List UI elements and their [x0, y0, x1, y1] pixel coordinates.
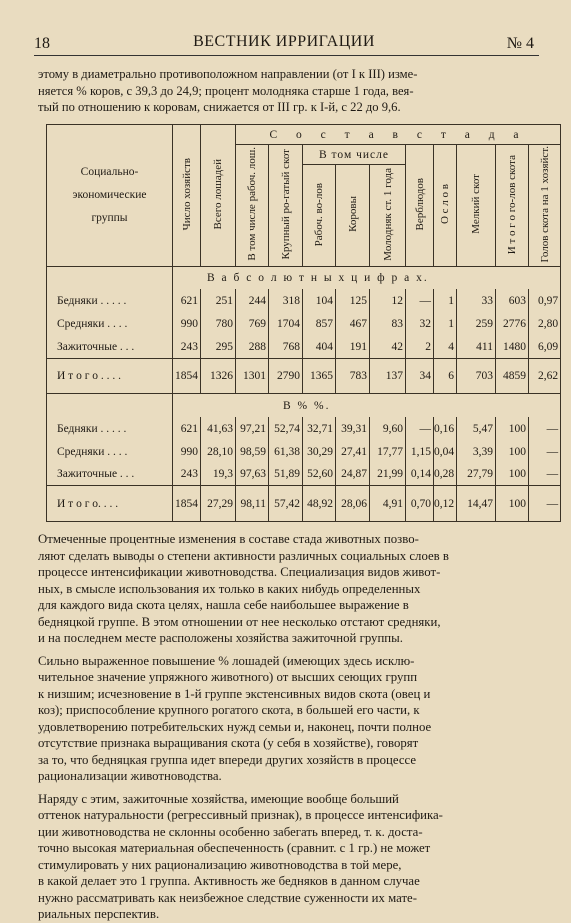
col-header-horses	[201, 125, 236, 267]
text-line: оттенок натуральности (регрессивный признак), в процессе интенсифика-	[38, 808, 443, 822]
table-cell: 244	[236, 289, 269, 312]
row-label: Зажиточные . . .	[47, 463, 173, 486]
table-row	[47, 312, 561, 335]
issue-number: № 4	[506, 35, 534, 52]
table-cell: —	[529, 486, 561, 522]
section-title-absolute: В а б с о л ю т н ы х ц и ф р а х.	[173, 267, 561, 290]
header-text: Число хозяйств	[180, 157, 193, 231]
table-cell: 6,09	[529, 335, 561, 358]
table-cell: 1301	[236, 358, 269, 393]
table-cell	[47, 394, 173, 417]
header-text: Крупный ро-гатый скот	[279, 148, 292, 260]
table-cell: 100	[496, 440, 529, 463]
table-cell: 0,12	[434, 486, 457, 522]
table-cell: 28,06	[336, 486, 370, 522]
text-line: этому в диаметрально противоположном направлении (от I к III) изме-	[38, 67, 418, 81]
table-cell: 621	[173, 417, 201, 440]
table-cell: 259	[457, 312, 496, 335]
section-row-absolute	[47, 267, 561, 290]
col-header-herd: С о с т а в с т а д а	[236, 125, 561, 145]
row-label: Зажиточные . . .	[47, 335, 173, 358]
table-cell: 990	[173, 312, 201, 335]
col-header-small	[457, 145, 496, 267]
table-cell: 52,60	[303, 463, 336, 486]
table-cell: 768	[269, 335, 303, 358]
table-cell: 48,92	[303, 486, 336, 522]
table-cell: 34	[406, 358, 434, 393]
table-cell: 990	[173, 440, 201, 463]
table-cell: 603	[496, 289, 529, 312]
table-cell: —	[529, 463, 561, 486]
text-line: Сильно выраженное повышение % лошадей (имеющих здесь исклю-	[38, 653, 415, 668]
col-header-of-which: В том числе	[303, 145, 406, 165]
table-cell: 52,74	[269, 417, 303, 440]
header-text: Коровы	[346, 196, 359, 233]
percent-total	[47, 486, 561, 522]
table-cell: 12	[370, 289, 406, 312]
table-cell: 0,28	[434, 463, 457, 486]
row-label: И т о г о. . . .	[47, 486, 173, 522]
table-cell: 1326	[201, 358, 236, 393]
table-row	[47, 463, 561, 486]
header-text: Мелкий скот	[470, 174, 482, 235]
row-label: Бедняки . . . . .	[47, 289, 173, 312]
table-cell: 24,87	[336, 463, 370, 486]
section-title-percent: В % %.	[173, 394, 561, 417]
text-line: чительное значение упряжного животного) от высших сеющих групп	[38, 670, 418, 684]
table-cell: 0,14	[406, 463, 434, 486]
table-cell: 2	[406, 335, 434, 358]
table-cell: 9,60	[370, 417, 406, 440]
percent-rows	[47, 417, 561, 486]
table-cell: 2,62	[529, 358, 561, 393]
table-cell: 33	[457, 289, 496, 312]
col-header-camels	[406, 145, 434, 267]
table-cell: 39,31	[336, 417, 370, 440]
text-line: Отмеченные процентные изменения в составе стада животных позво-	[38, 532, 419, 546]
table-cell: 2776	[496, 312, 529, 335]
row-label: Средняки . . . .	[47, 440, 173, 463]
text-line: няется % коров, с 39,3 до 24,9; процент молодняка старше 1 года, вея-	[38, 83, 414, 98]
table-cell: 5,47	[457, 417, 496, 440]
text-line: и на последнем месте расположены хозяйства зажиточной группы.	[38, 631, 403, 645]
table-cell: 98,59	[236, 440, 269, 463]
table-cell: 621	[173, 289, 201, 312]
col-header-total-herd	[496, 145, 529, 267]
table-cell: 21,99	[370, 463, 406, 486]
text-line: в какой делает это 1 группа. Активность же бедняков в данном случае	[38, 874, 420, 888]
text-line: для каждого вида скота целях, нашла себе наибольшее выражение в	[38, 598, 409, 612]
table-cell: 1854	[173, 358, 201, 393]
table-cell: 783	[336, 358, 370, 393]
table-cell: 4,91	[370, 486, 406, 522]
absolute-rows	[47, 289, 561, 358]
col-header-work-oxen	[303, 165, 336, 267]
col-header-cows	[336, 165, 370, 267]
row-label: И т о г о . . . .	[47, 358, 173, 393]
table-row	[47, 440, 561, 463]
table-cell: 83	[370, 312, 406, 335]
table-cell: 251	[201, 289, 236, 312]
table-cell: 32,71	[303, 417, 336, 440]
table-cell: 295	[201, 335, 236, 358]
text-line: за то, что бедняцкая группа идет впереди других хозяйств в процессе	[38, 752, 417, 767]
text-line: процессе интенсификации животноводства. Специализация видов живот-	[38, 565, 441, 579]
table-cell: 404	[303, 335, 336, 358]
table-cell: 288	[236, 335, 269, 358]
table-cell: —	[406, 289, 434, 312]
table-cell: 100	[496, 463, 529, 486]
header-rule	[34, 55, 539, 56]
table-cell: 3,39	[457, 440, 496, 463]
text-line: ляют сделать выводы о степени активности различных социальных слоев в	[38, 548, 449, 563]
table-cell: 191	[336, 335, 370, 358]
header-text: Верблюдов	[413, 177, 426, 231]
table-cell: 318	[269, 289, 303, 312]
text-line: удовлетворению потребительских нужд семьи и, наконец, почти полное	[38, 719, 432, 734]
text-line: коз); приспособление крупного рогатого скота, в большей его части, к	[38, 703, 420, 717]
header-line: экономические	[72, 189, 147, 202]
table-cell: 467	[336, 312, 370, 335]
table-cell: 14,47	[457, 486, 496, 522]
col-header-per-hh	[529, 145, 561, 267]
table-cell: 2,80	[529, 312, 561, 335]
col-header-work-horses	[236, 145, 269, 267]
table-row	[47, 289, 561, 312]
table-cell: —	[406, 417, 434, 440]
text-line: ных, в смысле использования их только в каких нибудь определенных	[38, 581, 421, 596]
table-cell: 769	[236, 312, 269, 335]
table-cell: 1,15	[406, 440, 434, 463]
text-line: ции животноводства не склонны особенно забегать вперед, т. к. доста-	[38, 824, 423, 839]
table-cell: —	[529, 417, 561, 440]
section-row-percent	[47, 394, 561, 417]
table-cell: 703	[457, 358, 496, 393]
table-cell: 27,41	[336, 440, 370, 463]
table-cell: 6	[434, 358, 457, 393]
total-row	[47, 486, 561, 522]
table-cell: 1704	[269, 312, 303, 335]
paragraph-2	[38, 653, 543, 785]
table-cell: 137	[370, 358, 406, 393]
header-text: Молодняк ст. 1 года	[381, 167, 394, 261]
table-cell: 243	[173, 335, 201, 358]
table-cell: 32	[406, 312, 434, 335]
table-cell: —	[529, 440, 561, 463]
header-text: Всего лошадей	[212, 158, 224, 230]
table-cell: 1480	[496, 335, 529, 358]
text-line: точно высокая материальная обеспеченность (сравнит. с 1 гр.) не может	[38, 841, 431, 855]
header-line: группы	[91, 212, 128, 225]
text-line: стимулировать у них рационализацию животноводства в той мере,	[38, 857, 402, 872]
table-cell: 100	[496, 417, 529, 440]
intro-text	[38, 66, 543, 116]
table-cell: 1365	[303, 358, 336, 393]
text-line: нужно рассматривать как неизбежное следствие суженности их мате-	[38, 890, 418, 905]
table-cell: 243	[173, 463, 201, 486]
table-cell: 61,38	[269, 440, 303, 463]
table-cell: 17,77	[370, 440, 406, 463]
journal-title: ВЕСТНИК ИРРИГАЦИИ	[193, 33, 375, 50]
table-cell: 0,16	[434, 417, 457, 440]
table-cell: 1854	[173, 486, 201, 522]
col-header-group	[47, 125, 173, 267]
table-cell	[47, 267, 173, 290]
table-cell: 97,21	[236, 417, 269, 440]
table-cell: 125	[336, 289, 370, 312]
text-line: отсутствие признака выращивания скота (у себя в хозяйстве), говорят	[38, 736, 419, 750]
table-cell: 51,89	[269, 463, 303, 486]
paragraph-3	[38, 791, 543, 923]
body-text	[38, 525, 543, 923]
text-line: к низшим; исчезновение в 1-й группе экстенсивных видов скота (овец и	[38, 686, 431, 701]
text-line: тый по отношению к коровам, снижается от III гр. к I-й, с 22 до 9,6.	[38, 100, 401, 114]
text-line: рационализации животноводства.	[38, 769, 222, 783]
col-header-donkeys	[434, 145, 457, 267]
table-cell: 857	[303, 312, 336, 335]
table-cell: 30,29	[303, 440, 336, 463]
row-label: Средняки . . . .	[47, 312, 173, 335]
table-cell: 100	[496, 486, 529, 522]
table-cell: 0,04	[434, 440, 457, 463]
table-cell: 4859	[496, 358, 529, 393]
row-label: Бедняки . . . . .	[47, 417, 173, 440]
header-text: Рабоч. во-лов	[313, 182, 325, 246]
table-cell: 411	[457, 335, 496, 358]
table-row	[47, 335, 561, 358]
col-header-young	[370, 165, 406, 267]
absolute-total	[47, 358, 561, 393]
table-cell: 27,79	[457, 463, 496, 486]
table-cell: 2790	[269, 358, 303, 393]
running-header	[34, 33, 534, 55]
header-line: Социально-	[80, 166, 139, 179]
header-text: В том числе рабоч. лош.	[246, 147, 258, 261]
text-line: риальных перспектив.	[38, 907, 160, 921]
table-cell: 97,63	[236, 463, 269, 486]
text-line: бедняцкой группе. В этом отношении от нее несколько отстают средняки,	[38, 614, 441, 629]
table-cell: 4	[434, 335, 457, 358]
table-cell: 28,10	[201, 440, 236, 463]
herd-composition-table	[46, 124, 561, 522]
header-text: И т о г о го-лов скота	[506, 154, 518, 254]
table-cell: 0,97	[529, 289, 561, 312]
table-cell: 42	[370, 335, 406, 358]
total-row	[47, 358, 561, 393]
table-cell: 98,11	[236, 486, 269, 522]
table-cell: 41,63	[201, 417, 236, 440]
table-row	[47, 417, 561, 440]
header-text: Голов скота на 1 хозяйст.	[538, 145, 551, 263]
table-cell: 19,3	[201, 463, 236, 486]
text-line: Наряду с этим, зажиточные хозяйства, имеющие вообще больший	[38, 791, 399, 806]
table-cell: 780	[201, 312, 236, 335]
header-text: О с л о в	[439, 184, 451, 225]
table-cell: 1	[434, 312, 457, 335]
table-cell: 57,42	[269, 486, 303, 522]
table-cell: 104	[303, 289, 336, 312]
page-number: 18	[34, 35, 50, 52]
paragraph-1	[38, 531, 543, 647]
col-header-households	[173, 125, 201, 267]
table-cell: 0,70	[406, 486, 434, 522]
table-cell: 1	[434, 289, 457, 312]
table-cell: 27,29	[201, 486, 236, 522]
col-header-cattle	[269, 145, 303, 267]
